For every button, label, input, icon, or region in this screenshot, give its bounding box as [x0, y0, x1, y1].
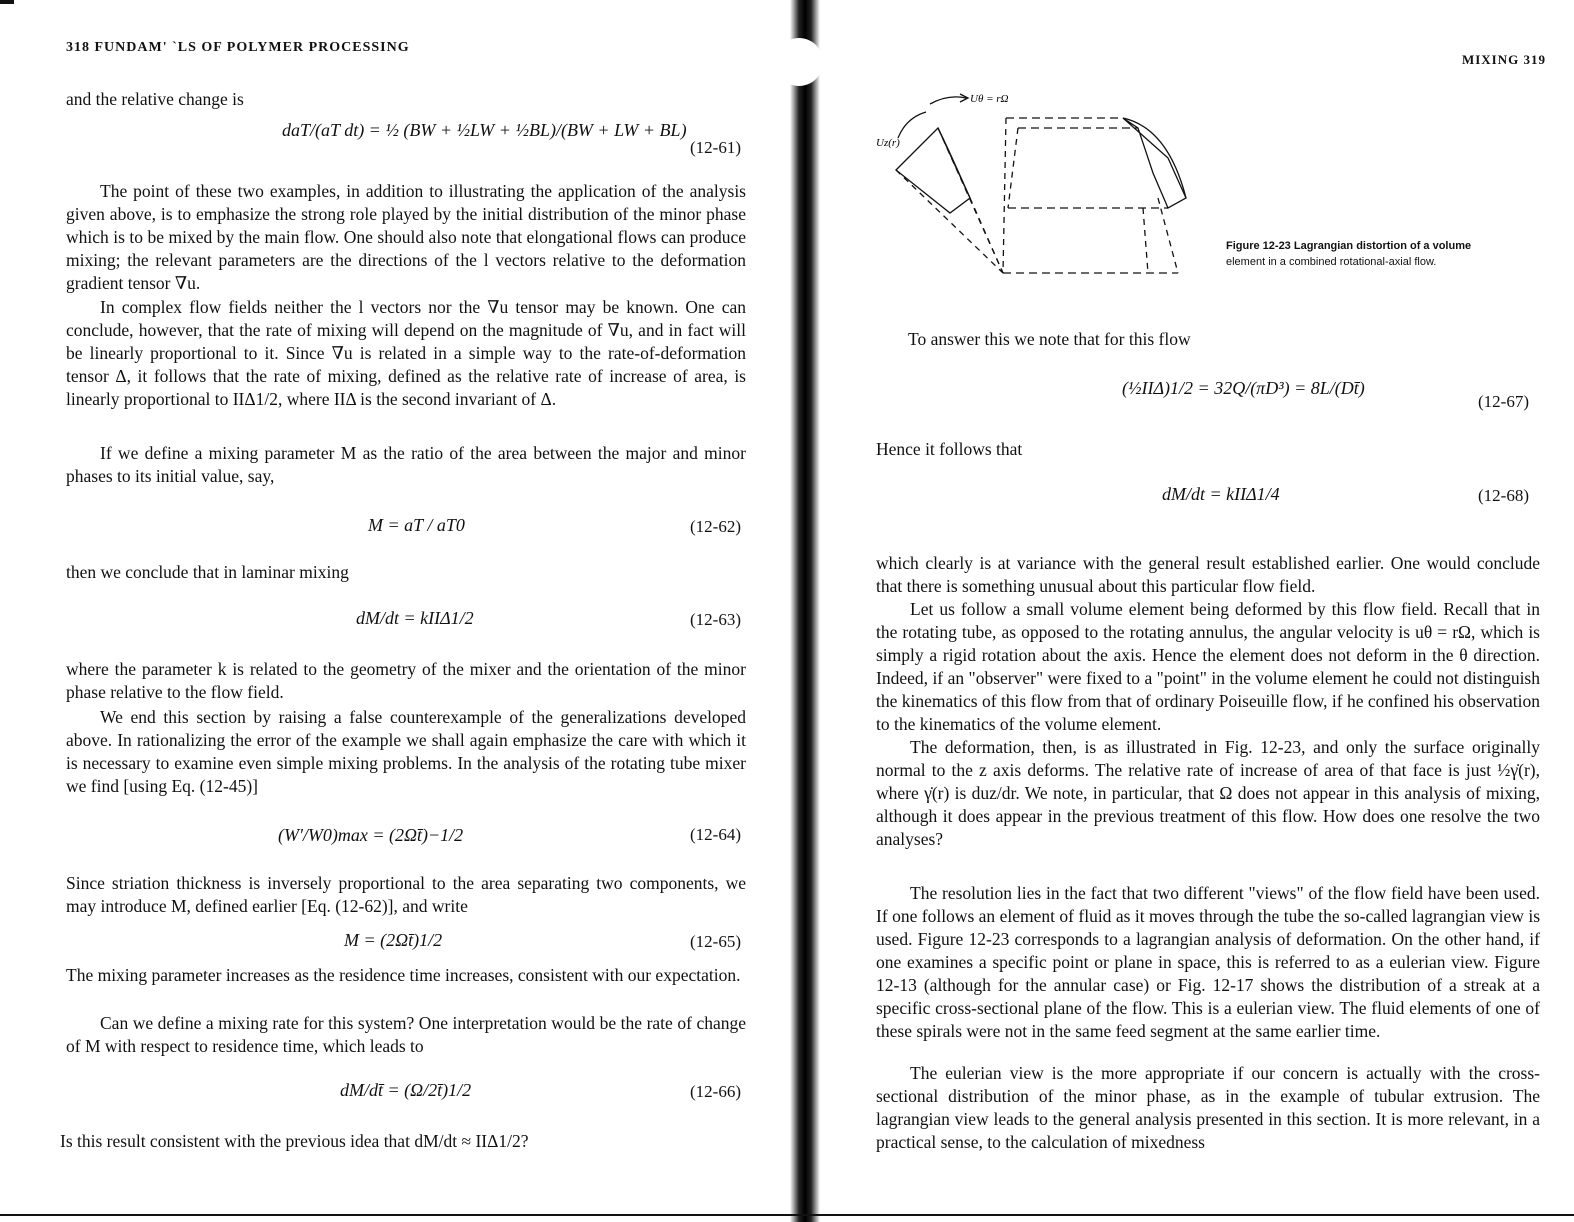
- equation-12-63: dM/dt = kIIΔ1/2: [356, 608, 474, 628]
- equation-12-62: M = aT / aT0: [368, 515, 465, 535]
- equation-number-12-67: (12-67): [1478, 392, 1529, 411]
- left-para-5: then we conclude that in laminar mixing: [66, 562, 349, 582]
- left-para-11: Is this result consistent with the previous idea that dM/dt ≈ IIΔ1/2?: [60, 1131, 529, 1151]
- right-para-7: The eulerian view is the more appropriate if our concern is actually with the cross-sectional distribution of the minor phase, as in the example of tubular extrusion. The lagrangian view leads to the general analysis presented in this section. It is more relevant, in a practical sense, to the calculation of mixedness: [876, 1063, 1540, 1152]
- right-page: [810, 0, 1574, 1222]
- label-u-theta: Uθ = rΩ: [970, 93, 1009, 105]
- left-para-3: In complex flow fields neither the l vectors nor the ∇u tensor may be known. One can conclude, however, that the rate of mixing will depend on the magnitude of ∇u, and in fact will be linearly proportional to it. Since ∇u is related in a simple way to the rate-of-deformation tensor Δ, it follows that the rate of mixing, defined as the relative rate of increase of area, is linearly proportional to IIΔ1/2, where IIΔ is the second invariant of Δ.: [66, 297, 746, 409]
- equation-number-12-64: (12-64): [690, 825, 741, 844]
- label-u-z: Uz(r): [876, 137, 900, 149]
- equation-number-12-65: (12-65): [690, 932, 741, 951]
- left-para-7: We end this section by raising a false counterexample of the generalizations developed above. In rationalizing the error of the example we shall again emphasize the care with which it is necessary to examine even simple mixing problems. In the analysis of the rotating tube mixer we find [using Eq. (12-45)]: [66, 707, 746, 796]
- right-para-1: To answer this we note that for this flow: [908, 329, 1191, 349]
- equation-number-12-68: (12-68): [1478, 486, 1529, 505]
- bottom-edge-line: [0, 1214, 1574, 1216]
- equation-number-12-61: (12-61): [690, 138, 741, 157]
- left-para-10: Can we define a mixing rate for this system? One interpretation would be the rate of change of M with respect to residence time, which leads to: [66, 1013, 746, 1056]
- right-para-4: Let us follow a small volume element being deformed by this flow field. Recall that in the rotating tube, as opposed to the rotating annulus, the angular velocity is uθ = rΩ, which is simply a rigid rotation about the axis. Hence the element does not deform in the θ direction. Indeed, if an "observer" were fixed to a "point" in the volume element he could not distinguish the kinematics of this flow from that of ordinary Poiseuille flow, if he confined his observation to the kinematics of the volume element.: [876, 599, 1540, 734]
- left-para-8: Since striation thickness is inversely proportional to the area separating two components, we may introduce M, defined earlier [Eq. (12-62)], and write: [66, 873, 746, 916]
- equation-12-61: daT/(aT dt) = ½ (BW + ½LW + ½BL)/(BW + LW + BL): [282, 120, 687, 140]
- equation-number-12-63: (12-63): [690, 610, 741, 629]
- left-running-header: 318 FUNDAM' `LS OF POLYMER PROCESSING: [66, 40, 410, 55]
- right-running-header: MIXING 319: [1461, 52, 1546, 67]
- right-para-2: Hence it follows that: [876, 439, 1023, 459]
- caption-text: element in a combined rotational-axial flow.: [1226, 256, 1437, 268]
- equation-number-12-66: (12-66): [690, 1082, 741, 1101]
- equation-12-67: (½IIΔ)1/2 = 32Q/(πD³) = 8L/(Dt̄): [1122, 378, 1365, 398]
- equation-12-66: dM/dt̄ = (Ω/2t̄)1/2: [340, 1080, 472, 1100]
- right-para-3: which clearly is at variance with the general result established earlier. One would conclude that there is something unusual about this particular flow field.: [876, 553, 1540, 596]
- left-para-4: If we define a mixing parameter M as the ratio of the area between the major and minor phases to its initial value, say,: [66, 443, 746, 486]
- left-para-9: The mixing parameter increases as the residence time increases, consistent with our expectation.: [66, 965, 741, 985]
- equation-12-64: (W'/W0)max = (2Ωt̄)−1/2: [278, 825, 464, 845]
- equation-number-12-62: (12-62): [690, 517, 741, 536]
- left-para-1: and the relative change is: [66, 89, 244, 109]
- equation-12-65: M = (2Ωt̄)1/2: [344, 930, 443, 950]
- equation-12-68: dM/dt = kIIΔ1/4: [1162, 484, 1280, 504]
- caption-title: Figure 12-23 Lagrangian distortion of a volume: [1226, 240, 1472, 252]
- left-para-6: where the parameter k is related to the geometry of the mixer and the orientation of the minor phase relative to the flow field.: [66, 659, 746, 702]
- right-para-6: The resolution lies in the fact that two different "views" of the flow field have been used. If one follows an element of fluid as it moves through the tube the so-called lagrangian view is used. Figure 12-23 corresponds to a lagrangian analysis of deformation. On the other hand, if one examines a specific point or plane in space, this is referred to as a eulerian view. Figure 12-13 (although for the annular case) or Fig. 12-17 shows the distribution of a streak at a specific cross-sectional plane of the flow. This is a eulerian view. The fluid elements of one of these spirals were not in the same feed segment at the same earlier time.: [876, 883, 1540, 1041]
- left-para-2: The point of these two examples, in addition to illustrating the application of the analysis given above, is to emphasize the strong role played by the initial distribution of the minor phase which is to be mixed by the main flow. One should also note that elongational flows can produce mixing; the relevant parameters are the directions of the l vectors relative to the deformation gradient tensor ∇u.: [66, 181, 746, 293]
- right-para-5: The deformation, then, is as illustrated in Fig. 12-23, and only the surface originally normal to the z axis deforms. The relative rate of increase of area of that face is just ½γ̇(r), where γ̇(r) is duz/dr. We note, in particular, that Ω does not appear in this analysis of mixing, although it does appear in the previous treatment of this flow. How does one resolve the two analyses?: [876, 737, 1540, 849]
